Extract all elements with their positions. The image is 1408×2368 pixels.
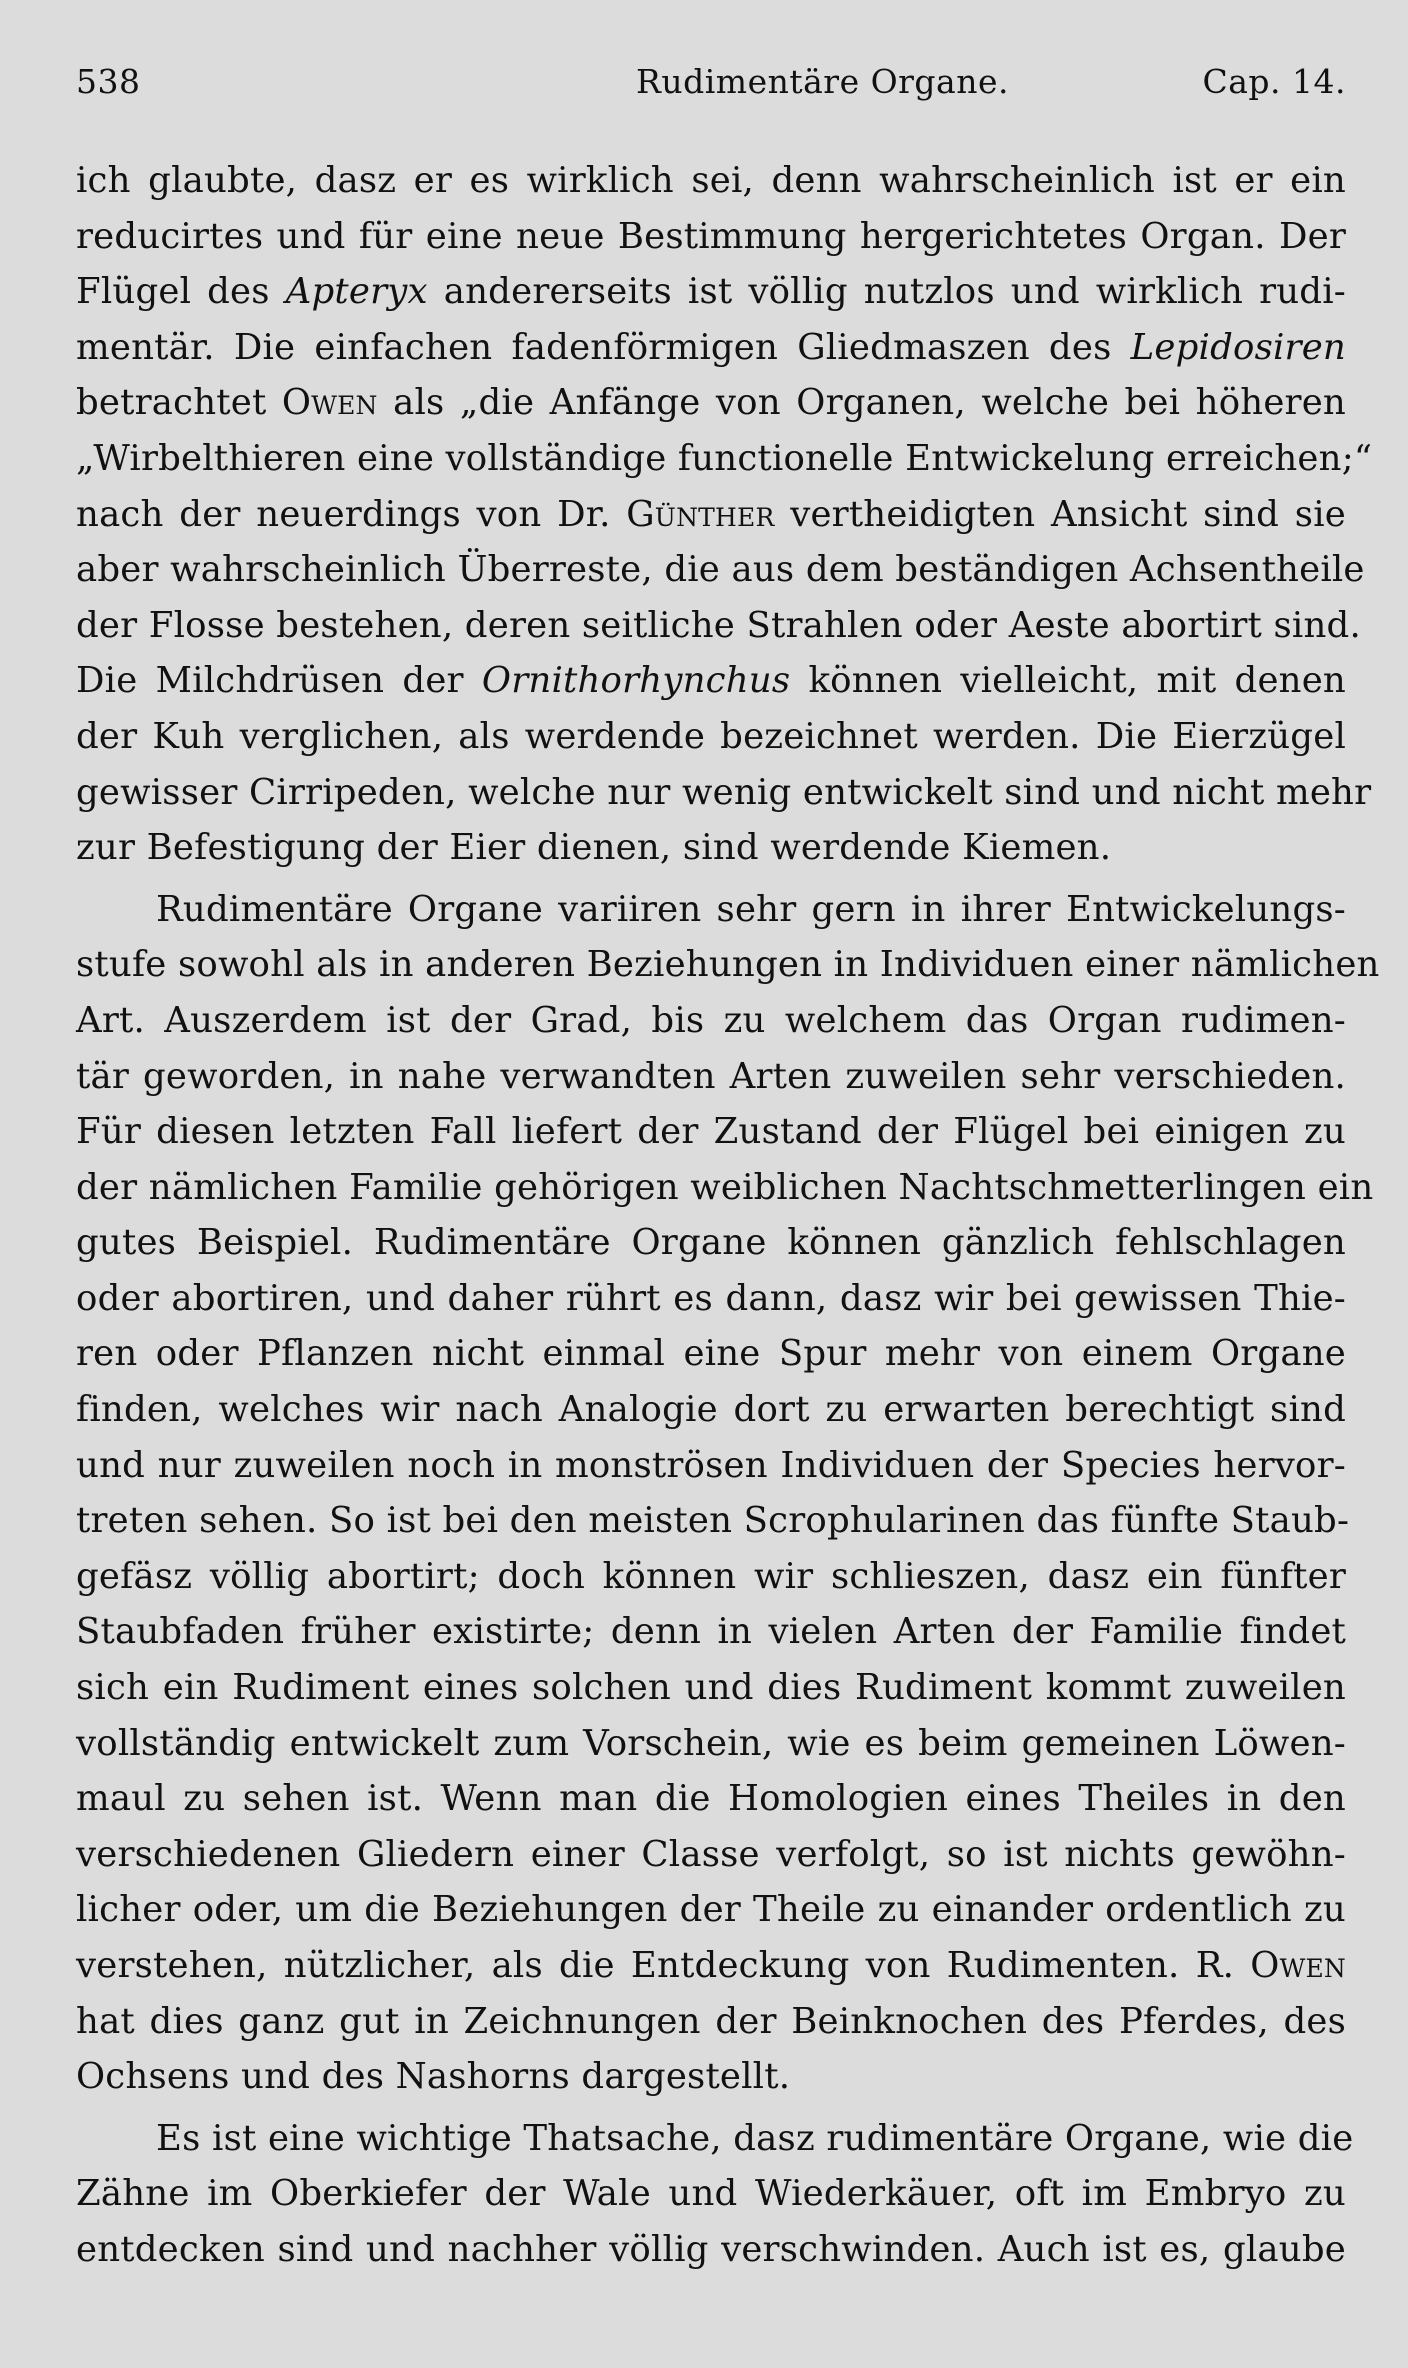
italic-term: Ornithorhynchus <box>481 660 791 702</box>
text-line: und nur zuweilen noch in monströsen Individuen der Species hervor- <box>76 1444 1346 1486</box>
text-line: Es ist eine wichtige Thatsache, dasz rudimentäre Organe, wie die <box>156 2117 1354 2159</box>
text-line: gewisser Cirripeden, welche nur wenig entwickelt sind und nicht mehr <box>76 771 1372 813</box>
page-header <box>76 62 1346 112</box>
text-segment: können vielleicht, mit denen <box>790 660 1346 702</box>
text-line: vollständig entwickelt zum Vorschein, wie es beim gemeinen Löwen- <box>76 1722 1346 1764</box>
running-title: Rudimentäre Organe. <box>636 62 1009 101</box>
text-line <box>76 375 1346 431</box>
text-line: entdecken sind und nachher völlig verschwinden. Auch ist es, glaube <box>76 2228 1346 2270</box>
chapter-label: Cap. 14. <box>1202 62 1346 101</box>
text-line: der Kuh verglichen, als werdende bezeichnet werden. Die Eierzügel <box>76 715 1346 757</box>
text-line <box>76 487 1346 543</box>
text-line: tär geworden, in nahe verwandten Arten zuweilen sehr verschieden. <box>76 1055 1346 1097</box>
text-segment: Die Milchdrüsen der <box>76 660 482 702</box>
text-line: Für diesen letzten Fall liefert der Zustand der Flügel bei einigen zu <box>76 1111 1346 1153</box>
text-line <box>76 320 1346 376</box>
text-segment: als „die Anfänge von Organen, welche bei höheren <box>377 382 1346 424</box>
text-line: reducirtes und für eine neue Bestimmung hergerichtetes Organ. Der <box>76 215 1346 257</box>
small-caps-name: Günther <box>626 493 775 535</box>
text-line: ich glaubte, dasz er es wirklich sei, denn wahrscheinlich ist er ein <box>76 160 1346 201</box>
page-number: 538 <box>76 62 141 101</box>
text-line: gefäsz völlig abortirt; doch können wir schlieszen, dasz ein fünfter <box>76 1555 1346 1597</box>
text-line: Zähne im Oberkiefer der Wale und Wiederkäuer, oft im Embryo zu <box>76 2173 1346 2215</box>
text-segment: nach der neuerdings von Dr. <box>76 493 627 535</box>
text-line: der nämlichen Familie gehörigen weiblichen Nachtschmetterlingen ein <box>76 1166 1374 1208</box>
text-line: aber wahrscheinlich Überreste, die aus dem beständigen Achsentheile <box>76 549 1365 591</box>
text-line: treten sehen. So ist bei den meisten Scrophularinen das fünfte Staub- <box>76 1500 1350 1542</box>
text-line: gutes Beispiel. Rudimentäre Organe können gänzlich fehlschlagen <box>76 1222 1346 1264</box>
text-line: ren oder Pflanzen nicht einmal eine Spur mehr von einem Organe <box>76 1333 1346 1375</box>
text-line: stufe sowohl als in anderen Beziehungen in Individuen einer nämlichen <box>76 944 1380 986</box>
text-segment: andererseits ist völlig nutzlos und wirklich rudi- <box>427 271 1346 313</box>
text-line: licher oder, um die Beziehungen der Theile zu einander ordentlich zu <box>76 1889 1346 1931</box>
text-line: finden, welches wir nach Analogie dort zu erwarten berechtigt sind <box>76 1389 1346 1431</box>
text-segment: betrachtet <box>76 382 282 424</box>
text-line: hat dies ganz gut in Zeichnungen der Beinknochen des Pferdes, des <box>76 2000 1346 2042</box>
body-text <box>76 153 1380 2278</box>
text-segment: vertheidigten Ansicht sind sie <box>774 493 1346 535</box>
text-segment: Flügel des <box>76 271 286 313</box>
small-caps-name: Owen <box>281 382 378 424</box>
text-segment: mentär. Die einfachen fadenförmigen Gliedmaszen des <box>76 326 1131 368</box>
text-line <box>76 653 1346 709</box>
text-line: oder abortiren, und daher rührt es dann, dasz wir bei gewissen Thie- <box>76 1277 1346 1319</box>
small-caps-name: Owen <box>1250 1945 1346 1986</box>
italic-term: Lepidosiren <box>1130 326 1346 368</box>
italic-term: Apteryx <box>285 271 428 313</box>
text-line <box>76 264 1346 320</box>
text-line: zur Befestigung der Eier dienen, sind werdende Kiemen. <box>76 827 1112 869</box>
text-line: Rudimentäre Organe variiren sehr gern in ihrer Entwickelungs- <box>156 888 1346 930</box>
text-line: Staubfaden früher existirte; denn in vielen Arten der Familie findet <box>76 1611 1346 1653</box>
text-line: sich ein Rudiment eines solchen und dies Rudiment kommt zuweilen <box>76 1667 1346 1709</box>
text-segment: verstehen, nützlicher, als die Entdeckung von Rudimenten. R. <box>76 1945 1251 1986</box>
text-line <box>76 1938 1346 1994</box>
text-line: „Wirbelthieren eine vollständige functionelle Entwickelung erreichen;“ <box>76 437 1373 479</box>
text-line: verschiedenen Gliedern einer Classe verfolgt, so ist nichts gewöhn- <box>76 1833 1346 1875</box>
text-line: Ochsens und des Nashorns dargestellt. <box>76 2056 791 2098</box>
text-line: Art. Auszerdem ist der Grad, bis zu welchem das Organ rudimen- <box>76 999 1346 1041</box>
text-line: maul zu sehen ist. Wenn man die Homologien eines Theiles in den <box>76 1778 1346 1820</box>
text-line: der Flosse bestehen, deren seitliche Strahlen oder Aeste abortirt sind. <box>76 604 1361 646</box>
